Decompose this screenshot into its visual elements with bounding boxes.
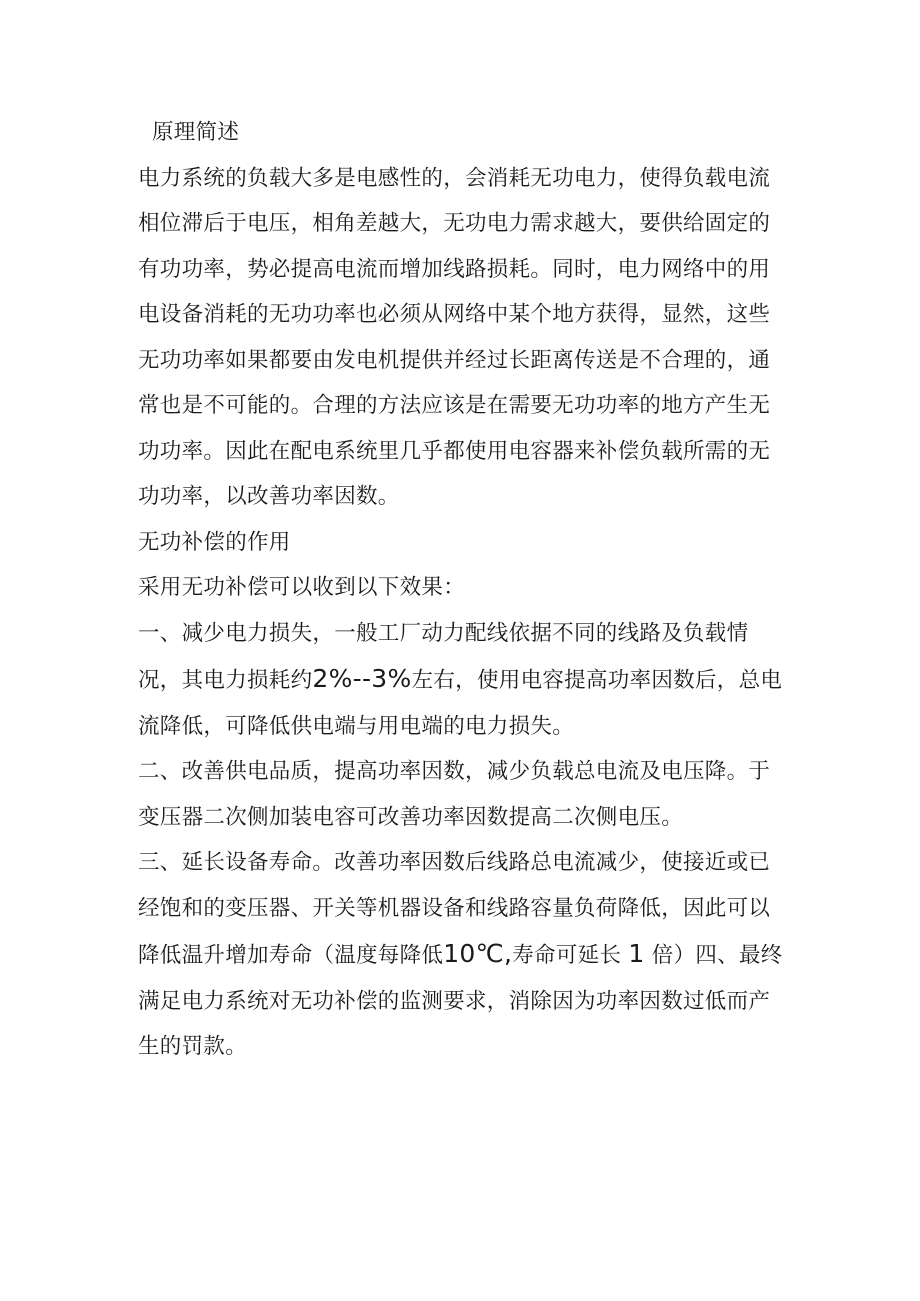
item-3-factor-value: 1	[628, 939, 645, 968]
paragraph-principle	[138, 156, 788, 520]
paragraph-principle-text: 电力系统的负载大多是电感性的，会消耗无功电力，使得负载电流相位滞后于电压，相角差越大，无功电力需求越大，要供给固定的有功功率，势必提高电流而增加线路损耗。同时，电力网络中的用电设备消耗的无功功率也必须从网络中某个地方获得，显然，这些无功功率如果都要由发电机提供并经过长距离传送是不合理的，通常也是不可能的。合理的方法应该是在需要无功功率的地方产生无功功率。因此在配电系统里几乎都使用电容器来补偿负载所需的无功功率，以改善功率因数。	[138, 165, 771, 509]
item-3-temperature-value: 10℃,	[443, 939, 513, 968]
heading-effect	[138, 520, 788, 566]
item-3	[138, 840, 788, 1070]
item-2-text: 二、改善供电品质，提高功率因数，减少负载总电流及电压降。于变压器二次侧加装电容可改善功率因数提高二次侧电压。	[138, 759, 771, 830]
item-3-mid-text: 寿命可延长	[512, 943, 622, 968]
heading-principle	[138, 110, 788, 156]
document-body	[138, 110, 788, 1070]
item-3-pre-text: 三、延长设备寿命。改善功率因数后线路总电流减少，使接近或已经饱和的变压器、开关等机器设备和线路容量负荷降低，因此可以降低温升增加寿命（温度每降低	[138, 850, 771, 968]
item-1-line-1-text: 一、减少电力损失，一般工厂动力配线依据不同的线路及负载情	[138, 620, 749, 646]
item-1-loss-value: 2%--3%	[312, 664, 412, 693]
item-1-line-1	[138, 611, 788, 657]
intro-effect-text: 采用无功补偿可以收到以下效果：	[138, 575, 466, 600]
item-1-pre-text: 况，其电力损耗约	[138, 668, 313, 693]
item-3-post-text: 倍）四、最终满足电力系统对无功补偿的监测要求，消除因为功率因数过低而产生的罚款。	[138, 943, 783, 1059]
heading-effect-text: 无功补偿的作用	[138, 529, 291, 555]
item-2	[138, 749, 788, 840]
heading-principle-text: 原理简述	[152, 120, 240, 145]
item-1-post-text: 左右，使用电容提高功率因数后，总电流降低，可降低供电端与用电端的电力损失。	[138, 668, 783, 739]
item-1-rest	[138, 656, 788, 749]
intro-effect	[138, 565, 788, 611]
